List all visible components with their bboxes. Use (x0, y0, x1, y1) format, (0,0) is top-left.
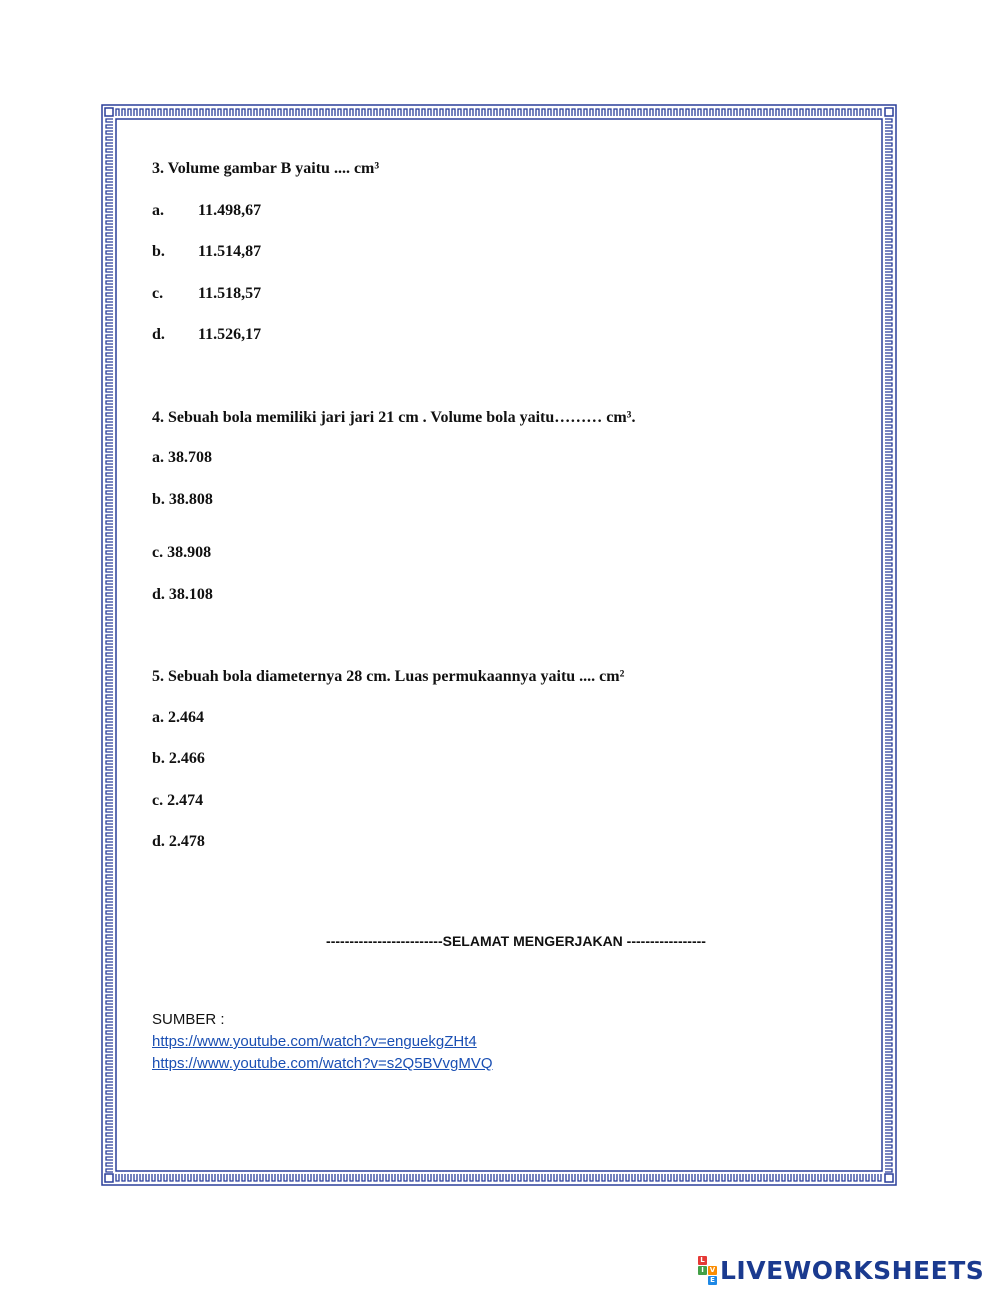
source-link-2-anchor[interactable]: https://www.youtube.com/watch?v=s2Q5BVvgMVQ (152, 1055, 493, 1072)
option-letter: c. (152, 285, 164, 302)
option-value: 11.518,57 (198, 285, 262, 302)
closing-message: -------------------------SELAMAT MENGERJAKAN ----------------- (326, 933, 706, 949)
question-5-option-d[interactable]: d. 2.478 (152, 833, 205, 850)
border-corner-square (105, 1174, 113, 1182)
logo-block-i: I (698, 1266, 707, 1275)
logo-block-l: L (698, 1256, 707, 1265)
option-letter: d. (152, 326, 165, 343)
question-3-option-d[interactable] (152, 325, 261, 345)
question-3-option-b[interactable] (152, 242, 261, 262)
logo-block-v: V (709, 1265, 716, 1274)
question-5-option-a[interactable]: a. 2.464 (152, 709, 204, 726)
option-letter: a. (152, 202, 164, 219)
question-5: 5. Sebuah bola diameternya 28 cm. Luas permukaannya yaitu .... cm² (152, 668, 625, 685)
option-letter: b. (152, 243, 165, 260)
source-link-2[interactable] (152, 1053, 493, 1075)
source-link-1[interactable] (152, 1031, 477, 1053)
question-4-option-a[interactable]: a. 38.708 (152, 449, 212, 466)
question-3: 3. Volume gambar B yaitu .... cm³ (152, 160, 380, 177)
question-3-option-a[interactable] (152, 201, 261, 221)
question-5-option-c[interactable]: c. 2.474 (152, 792, 204, 809)
logo-blocks-icon (698, 1256, 717, 1285)
border-corner-square (885, 108, 893, 116)
question-4-option-d[interactable]: d. 38.108 (152, 586, 213, 603)
question-5-option-b[interactable]: b. 2.466 (152, 750, 205, 767)
question-3-option-c[interactable] (152, 284, 261, 304)
logo-block-e: E (708, 1276, 717, 1285)
question-4-option-b[interactable]: b. 38.808 (152, 491, 213, 508)
border-corner-square (105, 108, 113, 116)
question-4: 4. Sebuah bola memiliki jari jari 21 cm . Volume bola yaitu……… cm³. (152, 409, 636, 426)
option-value: 11.498,67 (198, 202, 262, 219)
border-inner-line (116, 119, 882, 1171)
option-value: 11.526,17 (198, 326, 262, 343)
source-link-1-anchor[interactable]: https://www.youtube.com/watch?v=enguekgZHt4 (152, 1033, 477, 1050)
question-4-option-c[interactable]: c. 38.908 (152, 544, 212, 561)
logo-text: LIVEWORKSHEETS (720, 1255, 985, 1285)
source-label: SUMBER : (152, 1011, 225, 1028)
liveworksheets-logo (698, 1256, 984, 1284)
option-value: 11.514,87 (198, 243, 262, 260)
border-corner-square (885, 1174, 893, 1182)
